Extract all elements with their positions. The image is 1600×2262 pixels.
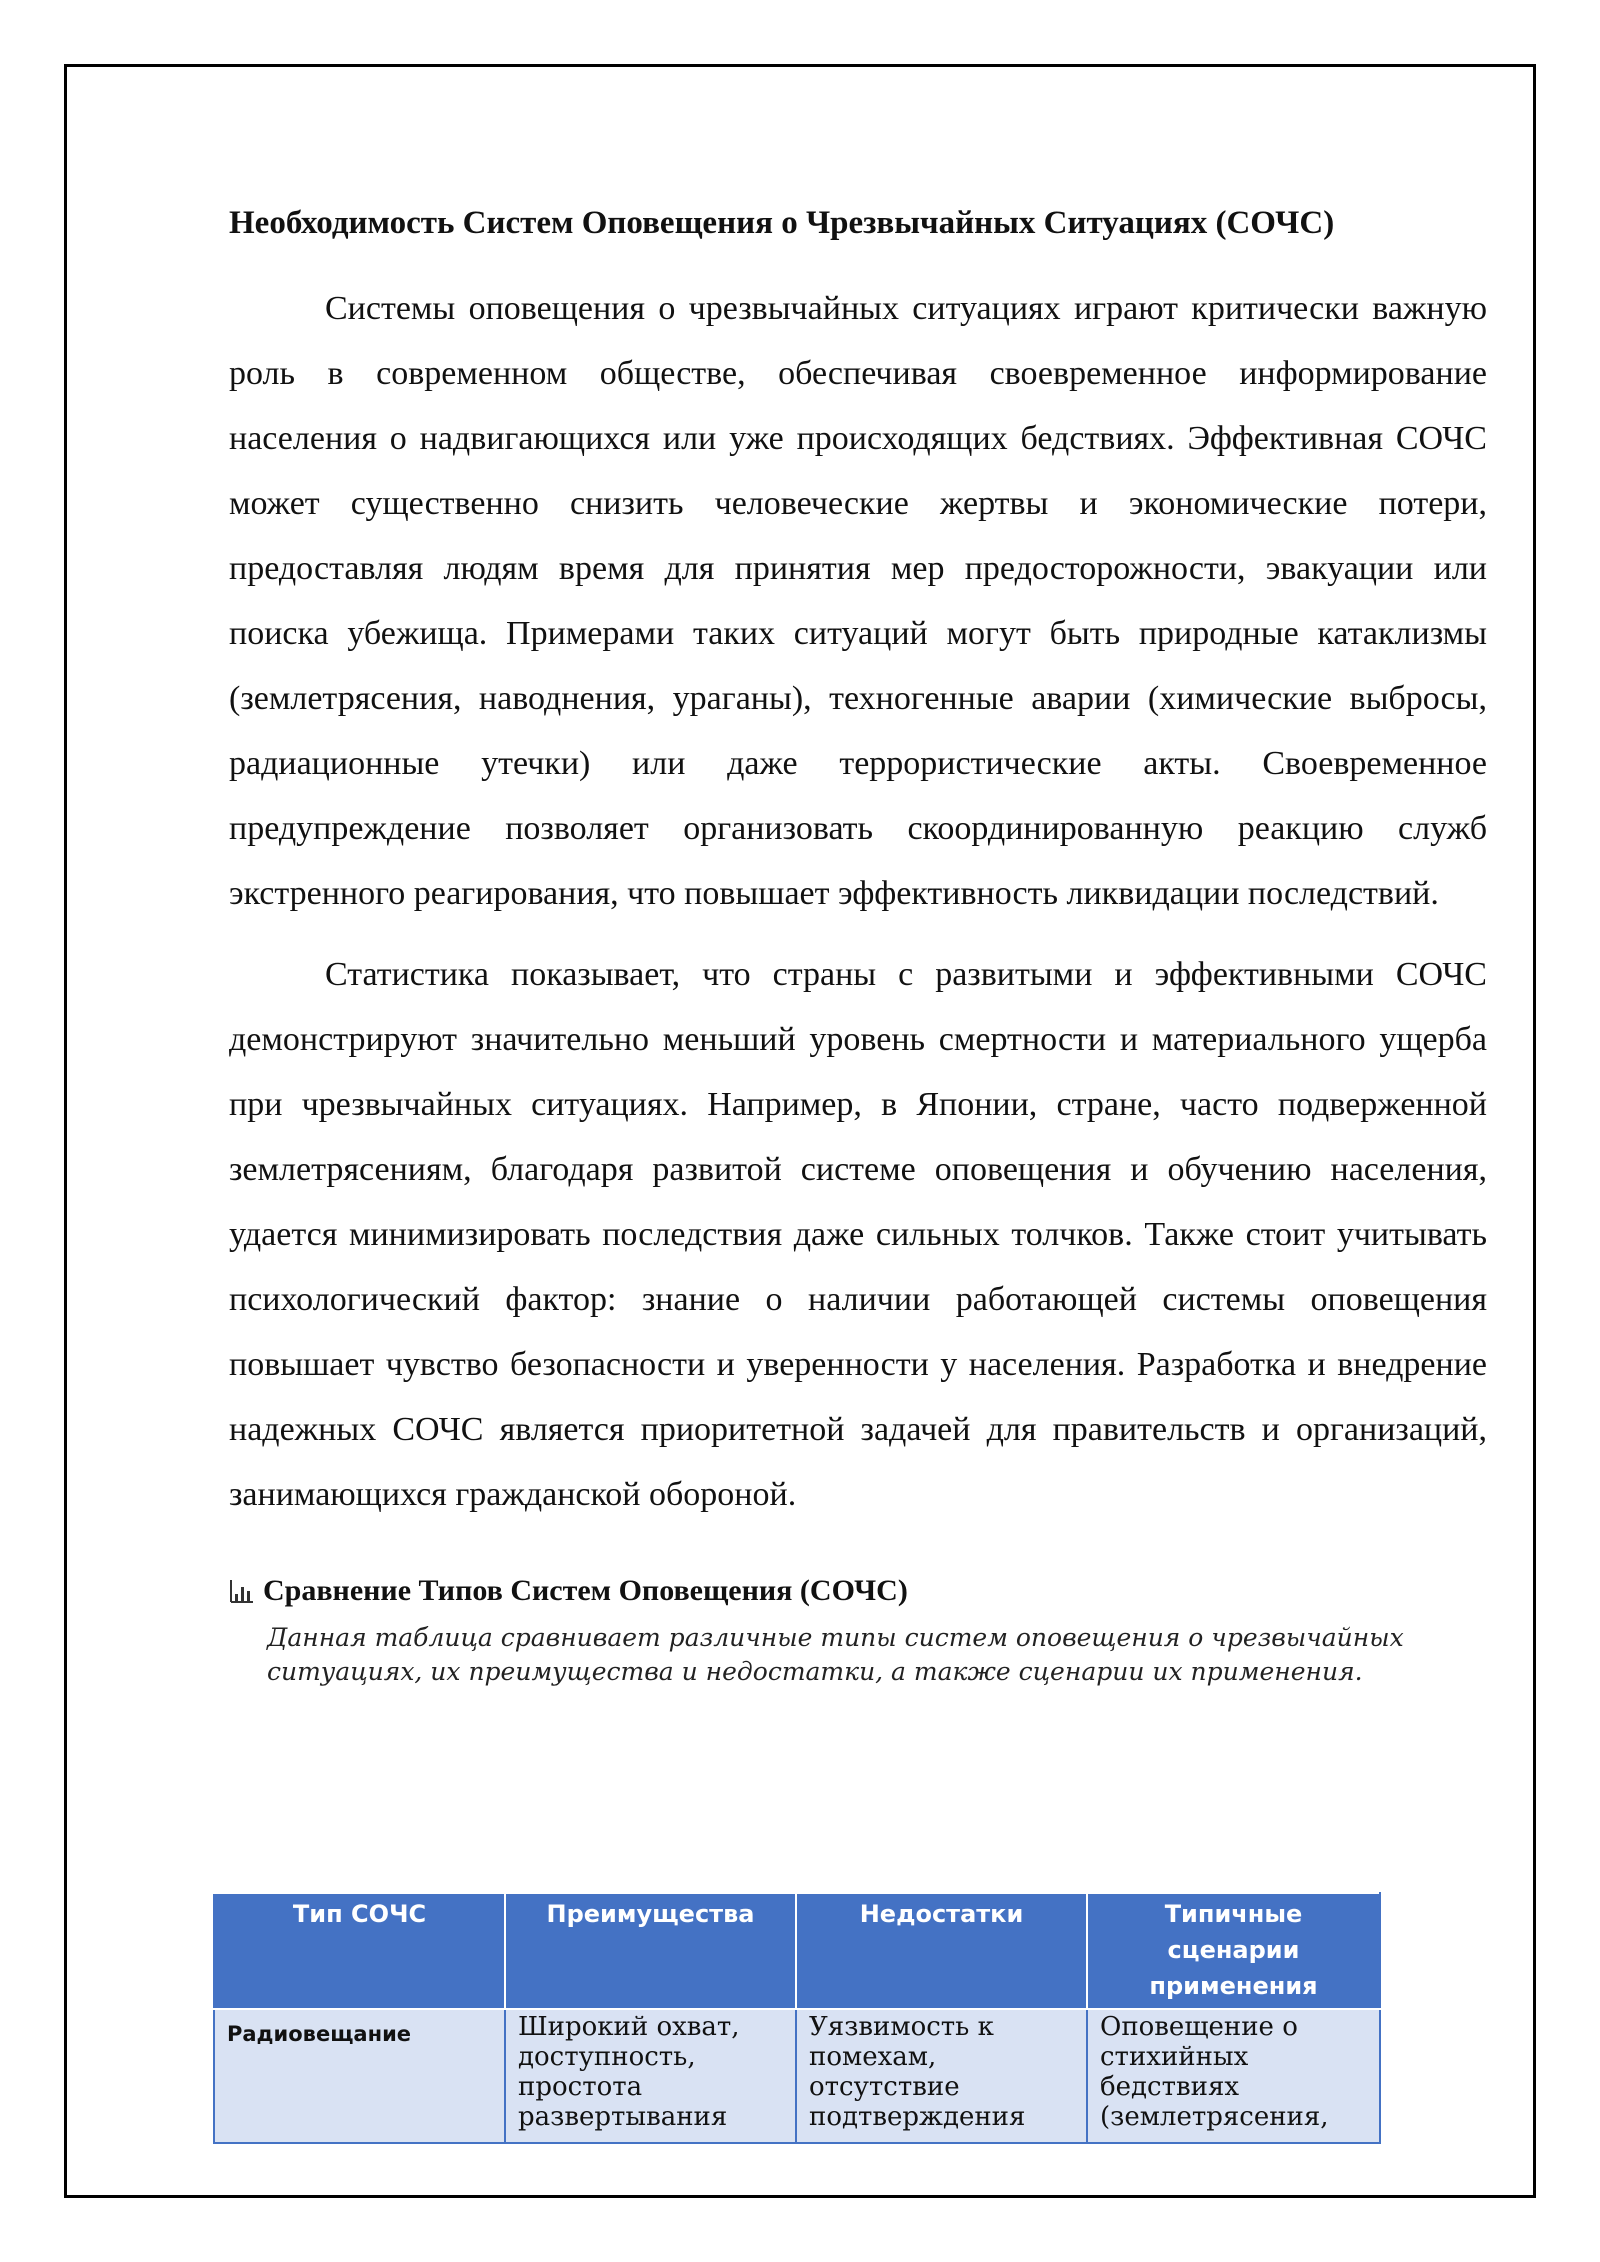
column-header-scenarios: Типичные сценарии применения [1087, 1893, 1380, 2009]
bar-chart-icon [229, 1577, 255, 1605]
table-row [214, 2009, 1380, 2143]
table-caption-description: Данная таблица сравнивает различные типы систем оповещения о чрезвычайных ситуациях, их преимущества и недостатки, а также сценарии их применения. [267, 1623, 1404, 1686]
row-type-cell: Радиовещание [214, 2009, 505, 2143]
document-title: Необходимость Систем Оповещения о Чрезвычайных Ситуациях (СОЧС) [229, 205, 1335, 241]
table-header-row [214, 1893, 1380, 2009]
column-header-disadvantages: Недостатки [796, 1893, 1087, 2009]
row-disadvantages-cell: Уязвимость к помехам, отсутствие подтверждения [796, 2009, 1087, 2143]
column-header-type: Тип СОЧС [214, 1893, 505, 2009]
document-body [229, 198, 1487, 1689]
paragraph-2: Статистика показывает, что страны с развитыми и эффективными СОЧС демонстрируют значительно меньший уровень смертности и материального ущерба при чрезвычайных ситуациях. Например, в Японии, стране, часто подверженной землетрясениям, благодаря развитой системе оповещения и обучению населения, удается минимизировать последствия даже сильных толчков. Также стоит учитывать психологический фактор: знание о наличии работающей системы оповещения повышает чувство безопасности и уверенности у населения. Разработка и внедрение надежных СОЧС является приоритетной задачей для правительств и организаций, занимающихся гражданской обороной. [229, 956, 1487, 1513]
table-caption [229, 1571, 1487, 1689]
table-caption-title: Сравнение Типов Систем Оповещения (СОЧС) [263, 1574, 908, 1607]
row-advantages-cell: Широкий охват, доступность, простота развертывания [505, 2009, 796, 2143]
paragraph-1: Системы оповещения о чрезвычайных ситуациях играют критически важную роль в современном обществе, обеспечивая своевременное информирование населения о надвигающихся или уже происходящих бедствиях. Эффективная СОЧС может существенно снизить человеческие жертвы и экономические потери, предоставляя людям время для принятия мер предосторожности, эвакуации или поиска убежища. Примерами таких ситуаций могут быть природные катаклизмы (землетрясения, наводнения, ураганы), техногенные аварии (химические выбросы, радиационные утечки) или даже террористические акты. Своевременное предупреждение позволяет организовать скоординированную реакцию служб экстренного реагирования, что повышает эффективность ликвидации последствий. [229, 290, 1487, 912]
table-caption-heading [229, 1571, 1487, 1611]
row-scenarios-cell: Оповещение о стихийных бедствиях (землетрясения, [1087, 2009, 1380, 2143]
comparison-table [213, 1892, 1381, 2144]
column-header-advantages: Преимущества [505, 1893, 796, 2009]
